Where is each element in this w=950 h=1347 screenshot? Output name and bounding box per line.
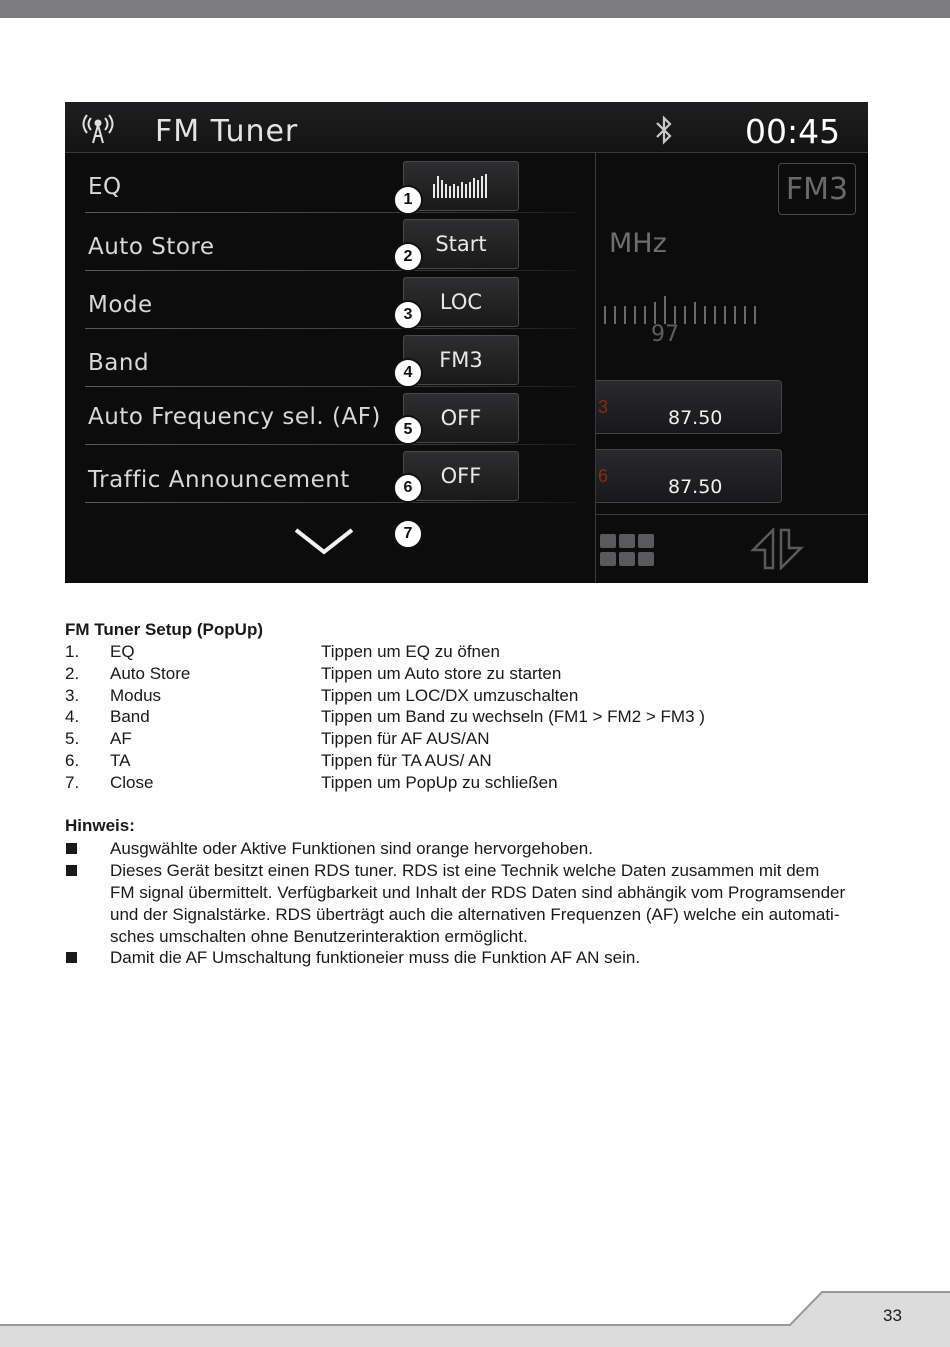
item-description: Tippen um Auto store zu starten: [321, 664, 562, 683]
item-description: Tippen um LOC/DX umzuschalten: [321, 686, 579, 705]
item-number: 5.: [65, 729, 80, 748]
callout-marker: 2: [393, 242, 423, 272]
af-button[interactable]: OFF: [403, 393, 519, 443]
callout-marker: 5: [393, 415, 423, 445]
status-bar: [65, 102, 868, 153]
swap-arrows-icon[interactable]: [749, 528, 805, 570]
callout-marker: 1: [393, 185, 423, 215]
device-screenshot: [65, 102, 868, 583]
screen-title: FM Tuner: [155, 114, 299, 149]
item-term: Modus: [110, 686, 162, 705]
item-term: EQ: [110, 642, 135, 661]
row-divider: [85, 502, 575, 503]
row-label-eq: EQ: [88, 174, 122, 200]
item-number: 2.: [65, 664, 80, 683]
item-number: 7.: [65, 773, 80, 792]
item-number: 1.: [65, 642, 80, 661]
row-divider: [85, 386, 575, 387]
preset-frequency: 87.50: [668, 407, 723, 429]
page-number: 33: [883, 1306, 902, 1325]
bullet-square: [66, 865, 77, 876]
item-number: 3.: [65, 686, 80, 705]
chevron-down-icon[interactable]: [293, 526, 355, 556]
frequency-unit: MHz: [609, 228, 667, 259]
item-term: AF: [110, 729, 132, 748]
callout-marker: 4: [393, 358, 423, 388]
band-indicator: FM3: [778, 163, 856, 215]
item-description: Tippen um EQ zu öfnen: [321, 642, 500, 661]
item-term: Close: [110, 773, 154, 792]
bullet-square: [66, 952, 77, 963]
hint-line: Damit die AF Umschaltung funktioneier muss die Funktion AF AN sein.: [110, 948, 641, 967]
item-description: Tippen um PopUp zu schließen: [321, 773, 558, 792]
item-description: Tippen für AF AUS/AN: [321, 729, 490, 748]
item-number: 4.: [65, 707, 80, 726]
item-term: Band: [110, 707, 150, 726]
hint-heading: Hinweis:: [65, 816, 135, 835]
frequency-scale: [601, 292, 761, 328]
panel-divider: [595, 152, 596, 583]
row-label-af: Auto Frequency sel. (AF): [88, 404, 381, 430]
callout-marker: 3: [393, 300, 423, 330]
item-description: Tippen für TA AUS/ AN: [321, 751, 492, 770]
preset-button[interactable]: [596, 449, 782, 503]
top-band: [0, 0, 950, 18]
item-term: Auto Store: [110, 664, 191, 683]
grid-icon[interactable]: [598, 532, 656, 568]
row-label-mode: Mode: [88, 292, 153, 318]
section-heading: FM Tuner Setup (PopUp): [65, 620, 263, 639]
callout-marker: 6: [393, 473, 423, 503]
row-label-auto-store: Auto Store: [88, 234, 215, 260]
bluetooth-icon: [653, 114, 675, 146]
ta-button[interactable]: OFF: [403, 451, 519, 501]
hint-line: Dieses Gerät besitzt einen RDS tuner. RDS ist eine Technik welche Daten zusammen mit dem: [110, 861, 820, 880]
band-button[interactable]: FM3: [403, 335, 519, 385]
hint-line: sches umschalten ohne Benutzerinteraktion ermöglicht.: [110, 927, 528, 946]
row-label-traffic-announcement: Traffic Announcement: [88, 467, 350, 493]
item-number: 6.: [65, 751, 80, 770]
bullet-square: [66, 843, 77, 854]
preset-button[interactable]: [596, 380, 782, 434]
row-divider: [85, 212, 575, 213]
hint-line: Ausgwählte oder Aktive Funktionen sind orange hervorgehoben.: [110, 839, 593, 858]
mode-button[interactable]: LOC: [403, 277, 519, 327]
antenna-icon: [81, 112, 115, 144]
hint-line: und der Signalstärke. RDS überträgt auch die alternativen Frequenzen (AF) welche ein automati-: [110, 905, 840, 924]
row-label-band: Band: [88, 350, 150, 376]
row-divider: [85, 444, 575, 445]
callout-marker: 7: [393, 519, 423, 549]
item-description: Tippen um Band zu wechseln (FM1 > FM2 > FM3 ): [321, 707, 705, 726]
row-divider: [85, 270, 575, 271]
panel-divider: [596, 514, 868, 515]
preset-number: 6: [598, 466, 609, 486]
row-divider: [85, 328, 575, 329]
auto-store-button[interactable]: Start: [403, 219, 519, 269]
preset-number: 3: [598, 397, 609, 417]
scale-label: 97: [651, 322, 679, 347]
item-term: TA: [110, 751, 131, 770]
hint-line: FM signal übermittelt. Verfügbarkeit und Inhalt der RDS Daten sind abhängik vom Programsender: [110, 883, 846, 902]
eq-bars-icon: [431, 172, 491, 200]
clock: 00:45: [745, 112, 841, 151]
preset-frequency: 87.50: [668, 476, 723, 498]
page-footer: [0, 1290, 950, 1347]
